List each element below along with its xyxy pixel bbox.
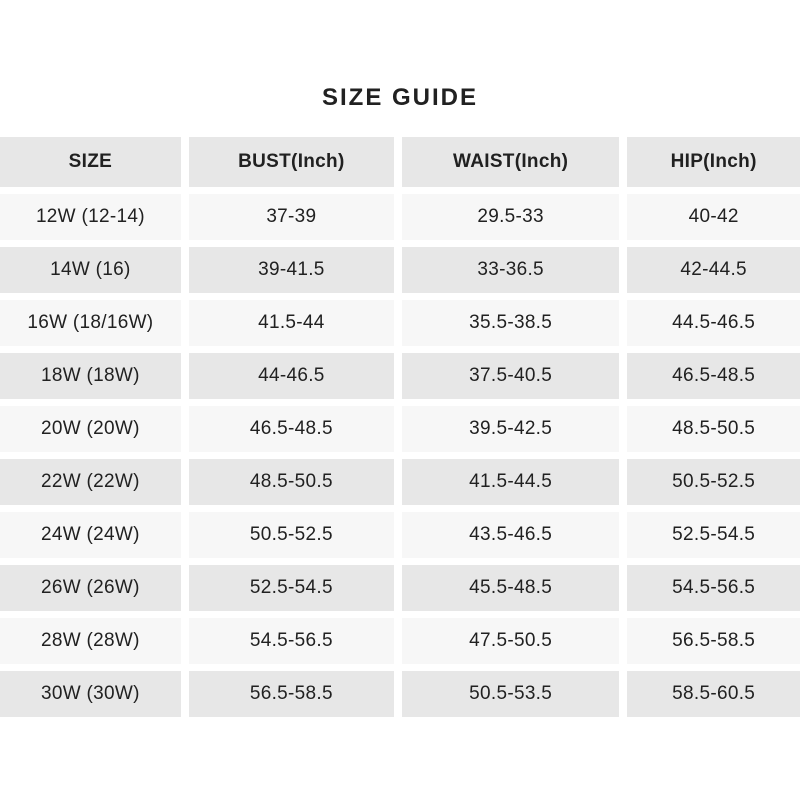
waist-cell: 33-36.5 bbox=[402, 247, 619, 293]
bust-cell: 56.5-58.5 bbox=[189, 671, 394, 717]
hip-cell: 46.5-48.5 bbox=[627, 353, 800, 399]
hip-cell: 50.5-52.5 bbox=[627, 459, 800, 505]
waist-cell: 37.5-40.5 bbox=[402, 353, 619, 399]
hip-cell: 56.5-58.5 bbox=[627, 618, 800, 664]
hip-cell: 42-44.5 bbox=[627, 247, 800, 293]
table-row bbox=[0, 300, 800, 346]
size-cell: 16W (18/16W) bbox=[0, 300, 181, 346]
bust-cell: 52.5-54.5 bbox=[189, 565, 394, 611]
table-row bbox=[0, 353, 800, 399]
column-header-size: SIZE bbox=[0, 137, 181, 187]
waist-cell: 39.5-42.5 bbox=[402, 406, 619, 452]
waist-cell: 50.5-53.5 bbox=[402, 671, 619, 717]
column-header-bust: BUST(Inch) bbox=[189, 137, 394, 187]
size-cell: 22W (22W) bbox=[0, 459, 181, 505]
table-row bbox=[0, 194, 800, 240]
size-cell: 20W (20W) bbox=[0, 406, 181, 452]
table-row bbox=[0, 512, 800, 558]
waist-cell: 43.5-46.5 bbox=[402, 512, 619, 558]
size-cell: 26W (26W) bbox=[0, 565, 181, 611]
hip-cell: 40-42 bbox=[627, 194, 800, 240]
table-header-row bbox=[0, 137, 800, 187]
size-cell: 14W (16) bbox=[0, 247, 181, 293]
size-cell: 30W (30W) bbox=[0, 671, 181, 717]
column-header-waist: WAIST(Inch) bbox=[402, 137, 619, 187]
bust-cell: 44-46.5 bbox=[189, 353, 394, 399]
hip-cell: 54.5-56.5 bbox=[627, 565, 800, 611]
table-row bbox=[0, 671, 800, 717]
hip-cell: 44.5-46.5 bbox=[627, 300, 800, 346]
hip-cell: 58.5-60.5 bbox=[627, 671, 800, 717]
hip-cell: 48.5-50.5 bbox=[627, 406, 800, 452]
waist-cell: 41.5-44.5 bbox=[402, 459, 619, 505]
table-row bbox=[0, 247, 800, 293]
table-row bbox=[0, 618, 800, 664]
waist-cell: 35.5-38.5 bbox=[402, 300, 619, 346]
column-header-hip: HIP(Inch) bbox=[627, 137, 800, 187]
bust-cell: 54.5-56.5 bbox=[189, 618, 394, 664]
size-cell: 28W (28W) bbox=[0, 618, 181, 664]
table-row bbox=[0, 565, 800, 611]
bust-cell: 37-39 bbox=[189, 194, 394, 240]
size-cell: 12W (12-14) bbox=[0, 194, 181, 240]
waist-cell: 29.5-33 bbox=[402, 194, 619, 240]
size-guide-table bbox=[0, 137, 800, 717]
waist-cell: 45.5-48.5 bbox=[402, 565, 619, 611]
bust-cell: 50.5-52.5 bbox=[189, 512, 394, 558]
hip-cell: 52.5-54.5 bbox=[627, 512, 800, 558]
page-title: SIZE GUIDE bbox=[321, 84, 479, 111]
bust-cell: 48.5-50.5 bbox=[189, 459, 394, 505]
size-cell: 18W (18W) bbox=[0, 353, 181, 399]
table-row bbox=[0, 406, 800, 452]
waist-cell: 47.5-50.5 bbox=[402, 618, 619, 664]
bust-cell: 46.5-48.5 bbox=[189, 406, 394, 452]
table-row bbox=[0, 459, 800, 505]
size-cell: 24W (24W) bbox=[0, 512, 181, 558]
bust-cell: 41.5-44 bbox=[189, 300, 394, 346]
bust-cell: 39-41.5 bbox=[189, 247, 394, 293]
